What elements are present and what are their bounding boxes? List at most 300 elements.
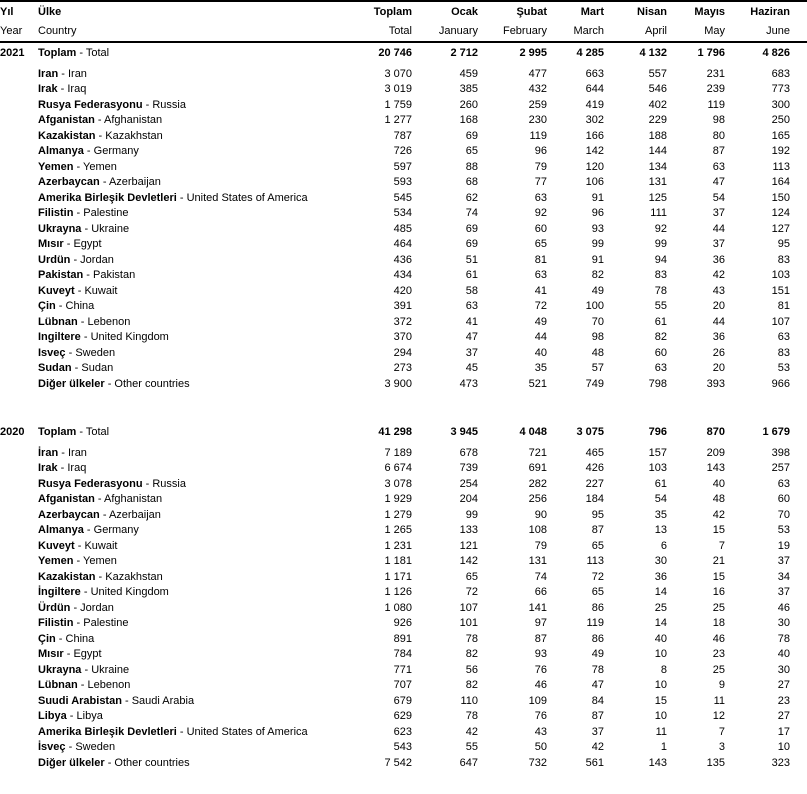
value-cell: 14 [654, 586, 667, 598]
country-label [38, 82, 364, 98]
country-label [38, 477, 364, 493]
value-cell: 3 078 [384, 477, 412, 490]
total-row [0, 425, 790, 441]
country-row [0, 709, 790, 725]
value-cell: 100 [585, 300, 604, 312]
value-cell: 43 [534, 725, 547, 738]
value-cell: 20 [712, 362, 725, 374]
country-label [38, 144, 364, 160]
value-cell: 40 [654, 632, 667, 645]
value-cell: 426 [585, 462, 604, 474]
country-name-turkish: Almanya [38, 145, 84, 157]
header-total-en: Total [388, 25, 412, 37]
value-cell: 144 [648, 145, 667, 157]
country-name-english: - Iran [58, 447, 87, 459]
country-name-turkish: Almanya [38, 524, 84, 536]
value-cell: 15 [712, 524, 725, 536]
value-cell: 72 [591, 570, 604, 583]
value-cell: 87 [534, 632, 547, 645]
value-cell: 30 [777, 617, 790, 629]
value-cell: 82 [591, 269, 604, 281]
value-cell: 51 [465, 253, 478, 266]
value-cell: 732 [528, 756, 547, 769]
value-cell: 99 [591, 238, 604, 250]
value-cell: 1 231 [384, 539, 412, 552]
value-cell: 6 674 [384, 462, 412, 474]
country-name-english: - China [56, 633, 95, 645]
value-cell: 101 [459, 617, 478, 629]
value-cell: 92 [534, 207, 547, 219]
value-cell: 95 [591, 508, 604, 521]
country-row [0, 647, 790, 663]
value-cell: 37 [465, 346, 478, 359]
value-cell: 11 [655, 725, 667, 738]
value-cell: 372 [393, 315, 412, 328]
country-name-english: - Azerbaijan [100, 176, 161, 188]
value-cell: 1 277 [384, 114, 412, 126]
value-cell: 65 [465, 145, 478, 157]
year-cell [0, 361, 38, 377]
header-country-en: Country [38, 25, 77, 37]
value-cell: 3 019 [384, 83, 412, 95]
value-cell: 44 [534, 331, 547, 343]
country-name-english: - Azerbaijan [100, 509, 161, 521]
value-cell: 49 [534, 315, 547, 328]
value-cell: 663 [585, 67, 604, 80]
value-cell: 257 [771, 462, 790, 474]
year-cell [0, 284, 38, 300]
value-cell: 93 [534, 648, 547, 660]
value-cell: 88 [465, 160, 478, 173]
value-cell: 125 [648, 191, 667, 204]
value-cell: 231 [706, 67, 725, 80]
value-cell: 721 [528, 446, 547, 459]
value-cell: 83 [777, 253, 790, 266]
value-cell: 1 796 [697, 47, 725, 59]
header-row-turkish [0, 3, 790, 22]
value-cell: 109 [528, 694, 547, 707]
value-cell: 74 [465, 207, 478, 219]
value-cell: 20 [712, 300, 725, 312]
value-cell: 69 [465, 222, 478, 235]
value-cell: 44 [712, 315, 725, 328]
value-cell: 60 [777, 493, 790, 505]
country-row [0, 222, 790, 238]
value-cell: 61 [465, 269, 478, 281]
year-cell [0, 237, 38, 253]
value-cell: 1 171 [384, 570, 412, 583]
country-name-english: - Other countries [105, 757, 190, 769]
value-cell: 254 [459, 477, 478, 490]
country-name-turkish: Kuveyt [38, 539, 75, 552]
value-cell: 7 542 [384, 756, 412, 769]
value-cell: 80 [712, 129, 725, 142]
country-name-turkish: Toplam [38, 47, 77, 59]
value-cell: 13 [654, 524, 667, 536]
value-cell: 134 [648, 160, 667, 173]
table-header [0, 2, 807, 41]
country-row [0, 678, 790, 694]
value-cell: 15 [712, 570, 725, 583]
year-cell [0, 694, 38, 710]
value-cell: 25 [654, 601, 667, 614]
country-label [38, 570, 364, 586]
value-cell: 10 [777, 741, 790, 753]
value-cell: 184 [585, 493, 604, 505]
value-cell: 127 [771, 222, 790, 235]
country-name-english: - Afghanistan [95, 114, 162, 126]
country-label [38, 46, 364, 62]
year-cell [0, 98, 38, 114]
value-cell: 459 [459, 67, 478, 80]
value-cell: 1 080 [384, 601, 412, 614]
value-cell: 209 [706, 446, 725, 459]
country-row [0, 539, 790, 555]
year-cell [0, 346, 38, 362]
country-name-turkish: Filistin [38, 617, 74, 629]
country-name-english: - Lebenon [78, 679, 131, 691]
country-label [38, 647, 364, 663]
country-name-turkish: Amerika Birleşik Devletleri [38, 191, 177, 204]
value-cell: 113 [772, 160, 790, 173]
value-cell: 188 [648, 129, 667, 142]
country-row [0, 253, 790, 269]
value-cell: 103 [771, 269, 790, 281]
country-name-turkish: Urdün [38, 253, 71, 266]
country-name-english: - Iran [58, 68, 87, 80]
value-cell: 391 [393, 300, 412, 312]
value-cell: 370 [393, 331, 412, 343]
country-name-english: - Egypt [64, 648, 102, 660]
year-cell [0, 709, 38, 725]
country-name-english: - Lebenon [78, 316, 131, 328]
country-name-turkish: Lübnan [38, 315, 78, 328]
country-row [0, 725, 790, 741]
value-cell: 926 [393, 617, 412, 629]
value-cell: 4 285 [576, 47, 604, 59]
value-cell: 230 [528, 114, 547, 126]
year-cell [0, 570, 38, 586]
value-cell: 107 [459, 601, 478, 614]
value-cell: 1 181 [384, 555, 412, 567]
value-cell: 78 [654, 284, 667, 297]
country-name-english: - Iraq [58, 83, 87, 95]
country-name-english: - Kazakhstan [95, 130, 162, 142]
country-row [0, 601, 790, 617]
value-cell: 36 [712, 331, 725, 343]
value-cell: 46 [712, 632, 725, 645]
value-cell: 18 [712, 617, 725, 629]
value-cell: 521 [528, 377, 547, 390]
value-cell: 168 [459, 114, 478, 126]
value-cell: 106 [585, 176, 604, 188]
value-cell: 142 [585, 145, 604, 157]
value-cell: 69 [465, 238, 478, 250]
value-cell: 119 [586, 617, 604, 629]
country-name-english: - Russia [143, 99, 186, 111]
value-cell: 256 [528, 493, 547, 505]
year-cell [0, 222, 38, 238]
year-cell [0, 175, 38, 191]
value-cell: 7 [718, 725, 725, 738]
country-row [0, 160, 790, 176]
country-name-turkish: Rusya Federasyonu [38, 477, 143, 490]
country-row [0, 554, 790, 570]
value-cell: 41 298 [378, 426, 412, 438]
country-name-turkish: Suudi Arabistan [38, 694, 122, 707]
value-cell: 12 [712, 710, 725, 722]
value-cell: 36 [654, 570, 667, 583]
country-row [0, 585, 790, 601]
country-name-english: - Pakistan [83, 269, 135, 281]
country-name-turkish: İran [38, 446, 59, 459]
value-cell: 402 [648, 98, 667, 111]
country-name-english: - United States of America [177, 192, 308, 204]
header-february-tr: Şubat [516, 6, 547, 18]
header-may-tr: Mayıs [694, 6, 725, 18]
country-label [38, 268, 364, 284]
country-label [38, 539, 364, 555]
country-row [0, 446, 790, 462]
country-name-turkish: Toplam [38, 426, 77, 438]
value-cell: 143 [706, 462, 725, 474]
value-cell: 260 [459, 98, 478, 111]
value-cell: 1 126 [384, 586, 412, 598]
value-cell: 282 [528, 477, 547, 490]
value-cell: 23 [712, 648, 725, 660]
header-june-en: June [766, 25, 790, 37]
value-cell: 485 [393, 222, 412, 235]
value-cell: 96 [534, 145, 547, 157]
year-cell [0, 377, 38, 393]
value-cell: 78 [465, 710, 478, 722]
value-cell: 86 [591, 601, 604, 614]
value-cell: 53 [777, 362, 790, 374]
year-cell [0, 632, 38, 648]
country-row [0, 523, 790, 539]
value-cell: 91 [591, 253, 604, 266]
value-cell: 46 [534, 679, 547, 691]
value-cell: 545 [393, 191, 412, 204]
value-cell: 124 [771, 207, 790, 219]
value-cell: 82 [465, 648, 478, 660]
country-row [0, 175, 790, 191]
value-cell: 81 [777, 300, 790, 312]
country-label [38, 585, 364, 601]
value-cell: 4 826 [762, 47, 790, 59]
value-cell: 644 [585, 83, 604, 95]
country-label [38, 315, 364, 331]
header-april-tr: Nisan [637, 6, 667, 18]
value-cell: 90 [534, 508, 547, 521]
year-cell [0, 725, 38, 741]
country-name-turkish: Afganistan [38, 493, 95, 505]
value-cell: 87 [591, 710, 604, 722]
value-cell: 2 995 [519, 47, 547, 59]
value-cell: 19 [777, 539, 790, 552]
value-cell: 42 [591, 741, 604, 753]
country-row [0, 237, 790, 253]
year-cell: 2020 [0, 426, 25, 438]
value-cell: 63 [654, 362, 667, 374]
value-cell: 50 [534, 741, 547, 753]
country-name-turkish: Çin [38, 632, 56, 645]
value-cell: 97 [534, 617, 547, 629]
value-cell: 6 [660, 539, 667, 552]
country-row [0, 477, 790, 493]
value-cell: 142 [459, 555, 478, 567]
year-cell [0, 330, 38, 346]
value-cell: 4 048 [519, 426, 547, 438]
year-cell [0, 523, 38, 539]
value-cell: 84 [591, 694, 604, 707]
country-name-english: - Sudan [72, 362, 114, 374]
value-cell: 398 [771, 446, 790, 459]
value-cell: 10 [654, 648, 667, 660]
year-section-2021 [0, 43, 790, 392]
value-cell: 54 [654, 493, 667, 505]
value-cell: 78 [777, 632, 790, 645]
value-cell: 229 [648, 114, 667, 126]
value-cell: 131 [648, 176, 667, 188]
country-row [0, 144, 790, 160]
country-label [38, 237, 364, 253]
value-cell: 77 [534, 176, 547, 188]
country-name-english: - Germany [84, 524, 139, 536]
value-cell: 227 [585, 477, 604, 490]
country-name-english: - Palestine [73, 207, 128, 219]
year-cell [0, 67, 38, 83]
country-label [38, 461, 364, 477]
value-cell: 72 [465, 586, 478, 598]
country-name-turkish: Çin [38, 300, 56, 312]
value-cell: 54 [712, 191, 725, 204]
value-cell: 787 [393, 129, 412, 142]
value-cell: 47 [591, 679, 604, 691]
country-label [38, 508, 364, 524]
value-cell: 34 [777, 570, 790, 583]
value-cell: 1 759 [384, 98, 412, 111]
country-name-english: - Yemen [73, 161, 116, 173]
country-row [0, 508, 790, 524]
country-name-turkish: Ukrayna [38, 663, 82, 676]
value-cell: 17 [777, 725, 790, 738]
year-cell [0, 253, 38, 269]
value-cell: 726 [393, 145, 412, 157]
value-cell: 436 [393, 253, 412, 266]
value-cell: 597 [393, 160, 412, 173]
value-cell: 30 [777, 663, 790, 676]
year-cell [0, 446, 38, 462]
value-cell: 83 [777, 346, 790, 359]
value-cell: 166 [585, 129, 604, 142]
value-cell: 623 [393, 725, 412, 738]
value-cell: 434 [393, 269, 412, 281]
value-cell: 66 [534, 586, 547, 598]
year-cell [0, 740, 38, 756]
value-cell: 69 [465, 129, 478, 142]
value-cell: 678 [459, 446, 478, 459]
value-cell: 259 [528, 98, 547, 111]
country-row [0, 346, 790, 362]
year-cell [0, 492, 38, 508]
value-cell: 534 [393, 207, 412, 219]
country-name-english: - United States of America [177, 726, 308, 738]
country-row [0, 756, 790, 772]
value-cell: 61 [654, 477, 667, 490]
value-cell: 83 [654, 269, 667, 281]
value-cell: 65 [465, 570, 478, 583]
value-cell: 37 [591, 725, 604, 738]
value-cell: 81 [534, 253, 547, 266]
value-cell: 143 [648, 756, 667, 769]
value-cell: 30 [654, 555, 667, 567]
value-cell: 68 [465, 176, 478, 188]
year-cell [0, 477, 38, 493]
year-cell [0, 82, 38, 98]
value-cell: 119 [707, 98, 725, 111]
value-cell: 891 [393, 632, 412, 645]
value-cell: 300 [771, 98, 790, 111]
value-cell: 26 [712, 346, 725, 359]
year-cell [0, 756, 38, 772]
value-cell: 62 [465, 191, 478, 204]
country-row [0, 616, 790, 632]
value-cell: 557 [648, 67, 667, 80]
country-name-turkish: Iran [38, 67, 59, 80]
country-row [0, 740, 790, 756]
year-cell [0, 616, 38, 632]
country-row [0, 492, 790, 508]
country-label [38, 299, 364, 315]
value-cell: 250 [771, 114, 790, 126]
value-cell: 40 [534, 346, 547, 359]
value-cell: 165 [771, 129, 790, 142]
country-row [0, 315, 790, 331]
country-label [38, 67, 364, 83]
country-name-turkish: Irak [38, 462, 58, 474]
value-cell: 94 [654, 253, 667, 266]
value-cell: 739 [459, 462, 478, 474]
value-cell: 1 929 [384, 493, 412, 505]
country-label [38, 740, 364, 756]
value-cell: 131 [528, 555, 547, 567]
value-cell: 3 900 [384, 377, 412, 390]
value-cell: 150 [771, 191, 790, 204]
value-cell: 98 [591, 331, 604, 343]
country-name-turkish: Diğer ülkeler [38, 377, 105, 390]
country-row [0, 268, 790, 284]
header-may-en: May [704, 25, 725, 37]
value-cell: 63 [712, 160, 725, 173]
year-cell [0, 160, 38, 176]
value-cell: 47 [465, 331, 478, 343]
value-cell: 135 [706, 756, 725, 769]
value-cell: 25 [712, 601, 725, 614]
country-row [0, 694, 790, 710]
header-april-en: April [644, 25, 667, 37]
value-cell: 93 [591, 222, 604, 235]
value-cell: 37 [712, 238, 725, 250]
country-label [38, 616, 364, 632]
value-cell: 1 [660, 741, 667, 753]
country-name-turkish: İngiltere [38, 586, 81, 598]
value-cell: 473 [459, 377, 478, 390]
value-cell: 14 [654, 617, 667, 629]
value-cell: 4 132 [639, 47, 667, 59]
value-cell: 49 [591, 284, 604, 297]
country-name-turkish: Azerbaycan [38, 176, 100, 188]
